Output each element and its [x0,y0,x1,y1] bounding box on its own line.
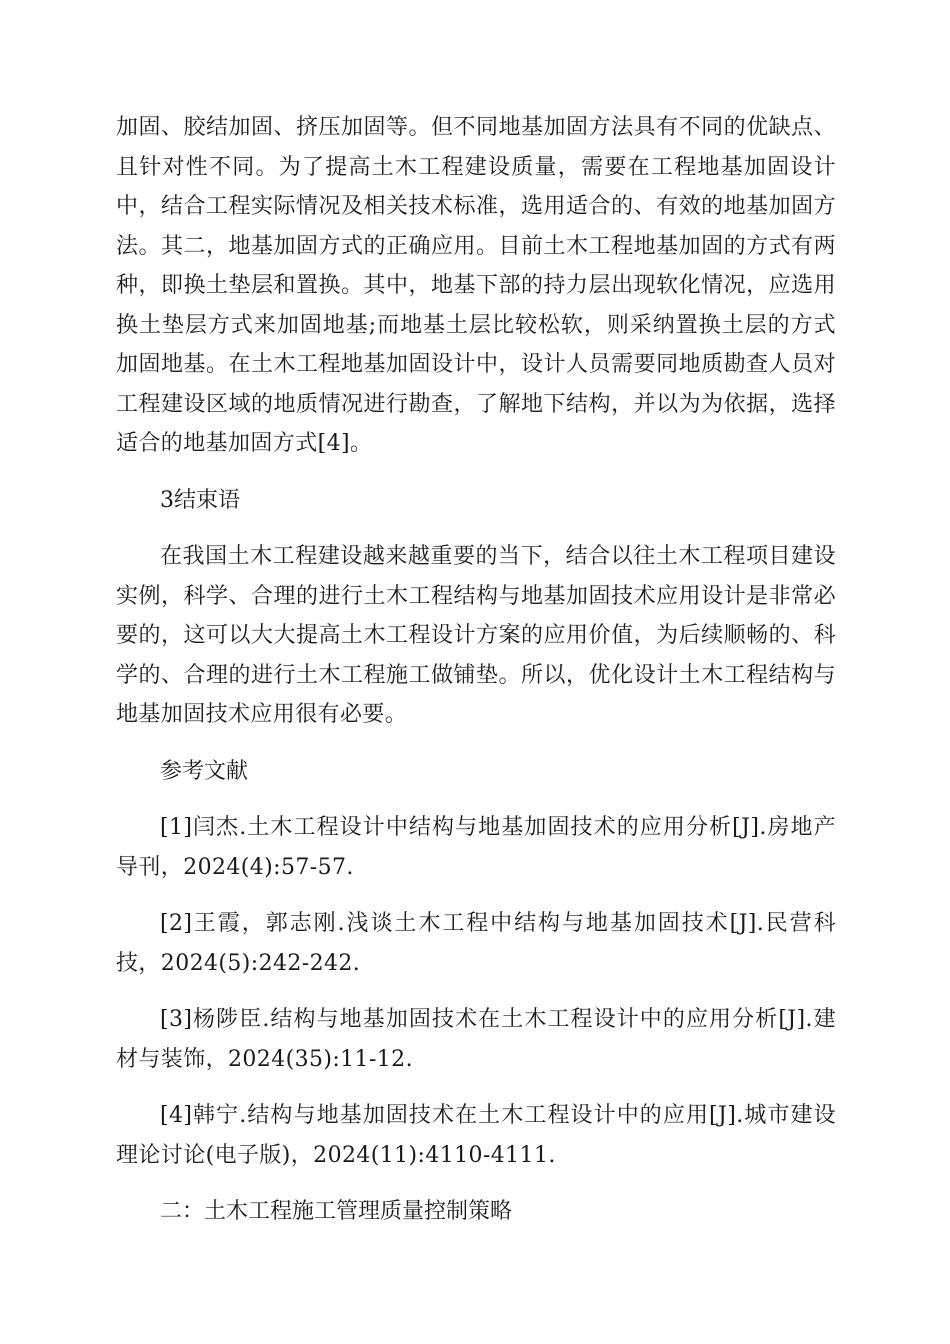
next-section-heading: 二：土木工程施工管理质量控制策略 [160,1199,513,1224]
reference-item: [2]王霞，郭志刚.浅谈土木工程中结构与地基加固技术[J].民营科技，2024(5):242-242. [116,911,836,976]
reference-item: [1]闫杰.土木工程设计中结构与地基加固技术的应用分析[J].房地产导刊，2024(4):57-57. [116,815,836,880]
body-paragraph-conclusion: 在我国土木工程建设越来越重要的当下，结合以往土木工程项目建设实例，科学、合理的进行土木工程结构与地基加固技术应用设计是非常必要的，这可以大大提高土木工程设计方案的应用价值，为后续顺畅的、科学的、合理的进行土木工程施工做铺垫。所以，优化设计土木工程结构与地基加固技术应用很有必要。 [116,544,836,727]
section-heading-conclusion: 3结束语 [160,487,240,513]
reference-item: [4]韩宁.结构与地基加固技术在土木工程设计中的应用[J].城市建设理论讨论(电子版)，2024(11):4110-4111. [116,1103,836,1168]
references-heading: 参考文献 [160,758,249,784]
body-paragraph-continuation: 加固、胶结加固、挤压加固等。但不同地基加固方法具有不同的优缺点、且针对性不同。为了提高土木工程建设质量，需要在工程地基加固设计中，结合工程实际情况及相关技术标准，选用适合的、有效的地基加固方法。其二，地基加固方式的正确应用。目前土木工程地基加固的方式有两种，即换土垫层和置换。其中，地基下部的持力层出现软化情况，应选用换土垫层方式来加固地基;而地基土层比较松软，则采纳置换土层的方式加固地基。在土木工程地基加固设计中，设计人员需要同地质勘查人员对工程建设区域的地质情况进行勘查，了解地下结构，并以为为依据，选择适合的地基加固方式[4]。 [116,115,836,456]
reference-item: [3]杨陟臣.结构与地基加固技术在土木工程设计中的应用分析[J].建材与装饰，2024(35):11-12. [116,1007,836,1072]
document-page [116,108,836,1232]
